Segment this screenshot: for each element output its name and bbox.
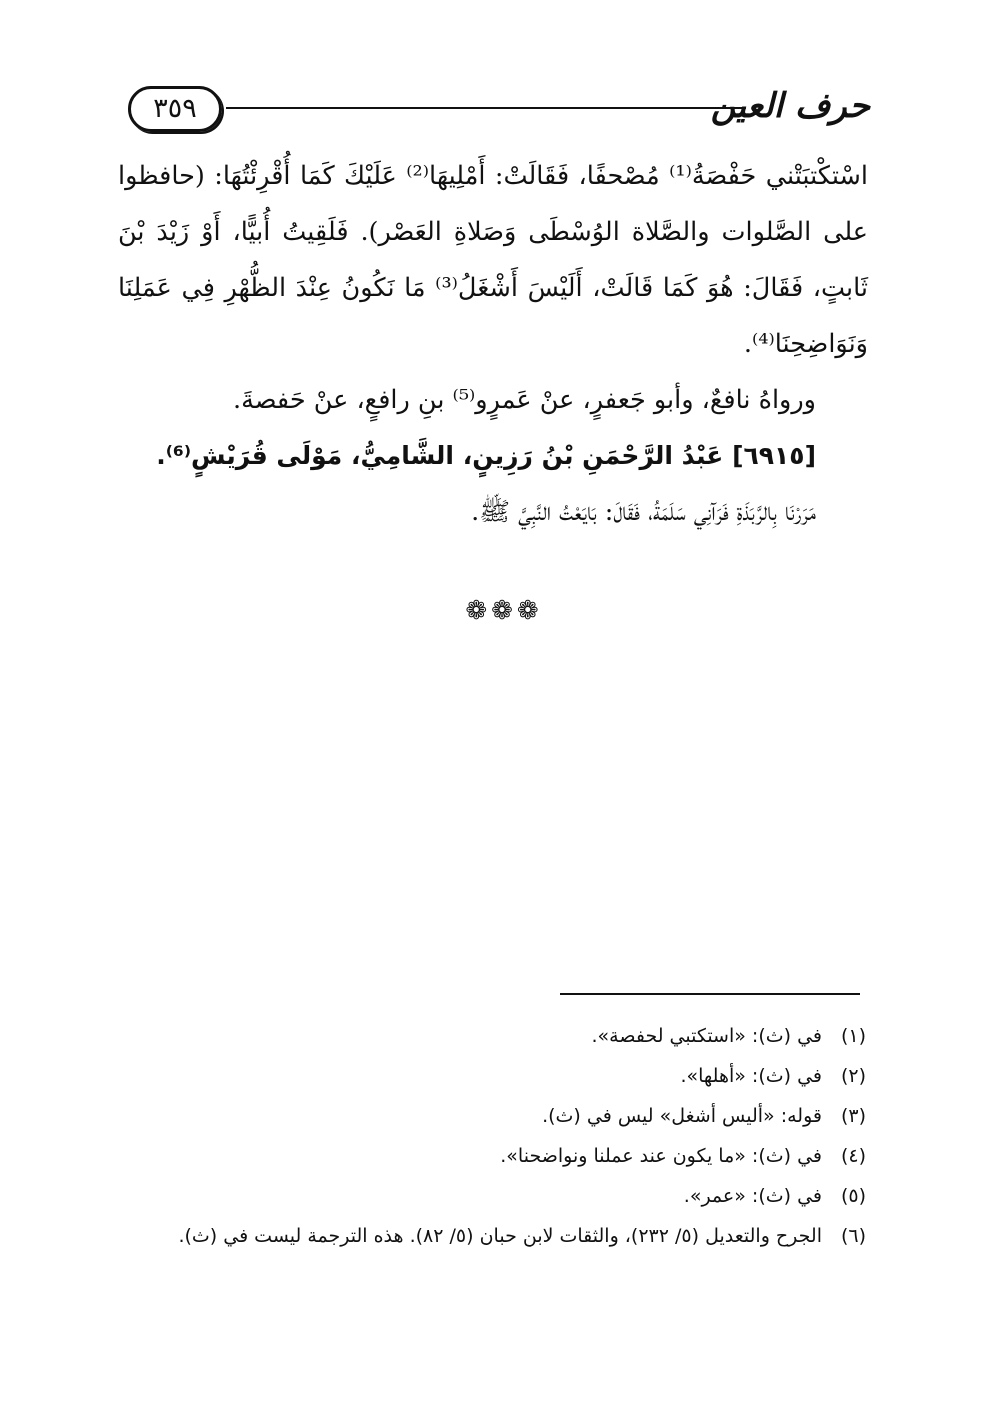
page-header	[118, 80, 870, 140]
paragraph-2: ورواهُ نافعٌ، وأبو جَعفرٍ، عنْ عَمرٍو⁽⁵⁾ بنِ رافعٍ، عنْ حَفصةَ.	[233, 385, 816, 415]
page-number: ٣٥٩	[128, 86, 222, 132]
footnote-text: في (ث): «أهلها».	[680, 1065, 822, 1087]
footnote-text: قوله: «أليس أشغل» ليس في (ث).	[542, 1105, 822, 1127]
paragraph-1: اسْتكْتبَتْني حَفْصَةُ⁽¹⁾ مُصْحفًا، فَقَالَتْ: أَمْلِيهَا⁽²⁾ عَلَيْكَ كَمَا أُقْرِئْتُهَا: (حافظوا على الصَّلوات والصَّلاة الوُسْطَى وَصَلاةِ العَصْر). فَلَقِيتُ أُبيًّا، أَوْ زَيْدَ بْنَ ثَابتٍ، فَقَالَ: هُوَ كَمَا قَالَتْ، أَلَيْسَ أَشْغَلُ⁽³⁾ مَا نَكُونُ عِنْدَ الظُّهْرِ فِي عَمَلِنَا وَنَوَاضِحِنَا⁽⁴⁾.	[118, 161, 869, 359]
footnote-number: (٢)	[840, 1065, 866, 1087]
entry-heading: [٦٩١٥] عَبْدُ الرَّحْمَنِ بْنُ رَزِينٍ، الشَّامِيُّ، مَوْلَى قُرَيْشٍ⁽⁶⁾.	[156, 441, 816, 470]
main-text	[118, 148, 868, 540]
footnote-number: (٥)	[840, 1185, 866, 1207]
footnote-number: (٦)	[840, 1225, 866, 1247]
footnote-6	[118, 1216, 866, 1256]
footnote-text: الجرح والتعديل (٥/ ٢٣٢)، والثقات لابن حبان (٥/ ٨٢). هذه الترجمة ليست في (ث).	[178, 1225, 822, 1247]
footnote-rule	[560, 993, 860, 995]
footnote-5	[118, 1176, 866, 1216]
footnote-2	[118, 1056, 866, 1096]
footnote-text: في (ث): «عمر».	[683, 1185, 822, 1207]
paragraph-3: مَرَرْنَا بِالرَّبَذَةِ فَرَآنِي سَلَمَةُ، فَقَالَ: بَايَعْتُ النَّبِيَّ ﷺ.	[471, 497, 816, 527]
footnote-number: (٣)	[840, 1105, 866, 1127]
running-title: حرف العين	[710, 86, 870, 126]
footnote-1	[118, 1016, 866, 1056]
header-rule	[226, 107, 746, 109]
footnote-4	[118, 1136, 866, 1176]
section-ornament-icon: ❁❁❁	[465, 596, 543, 626]
footnote-text: في (ث): «ما يكون عند عملنا ونواضحنا».	[500, 1145, 822, 1167]
footnotes	[118, 1016, 866, 1256]
footnote-3	[118, 1096, 866, 1136]
footnote-number: (٤)	[840, 1145, 866, 1167]
footnote-number: (١)	[840, 1025, 866, 1047]
footnote-text: في (ث): «استكتبي لحفصة».	[591, 1025, 822, 1047]
